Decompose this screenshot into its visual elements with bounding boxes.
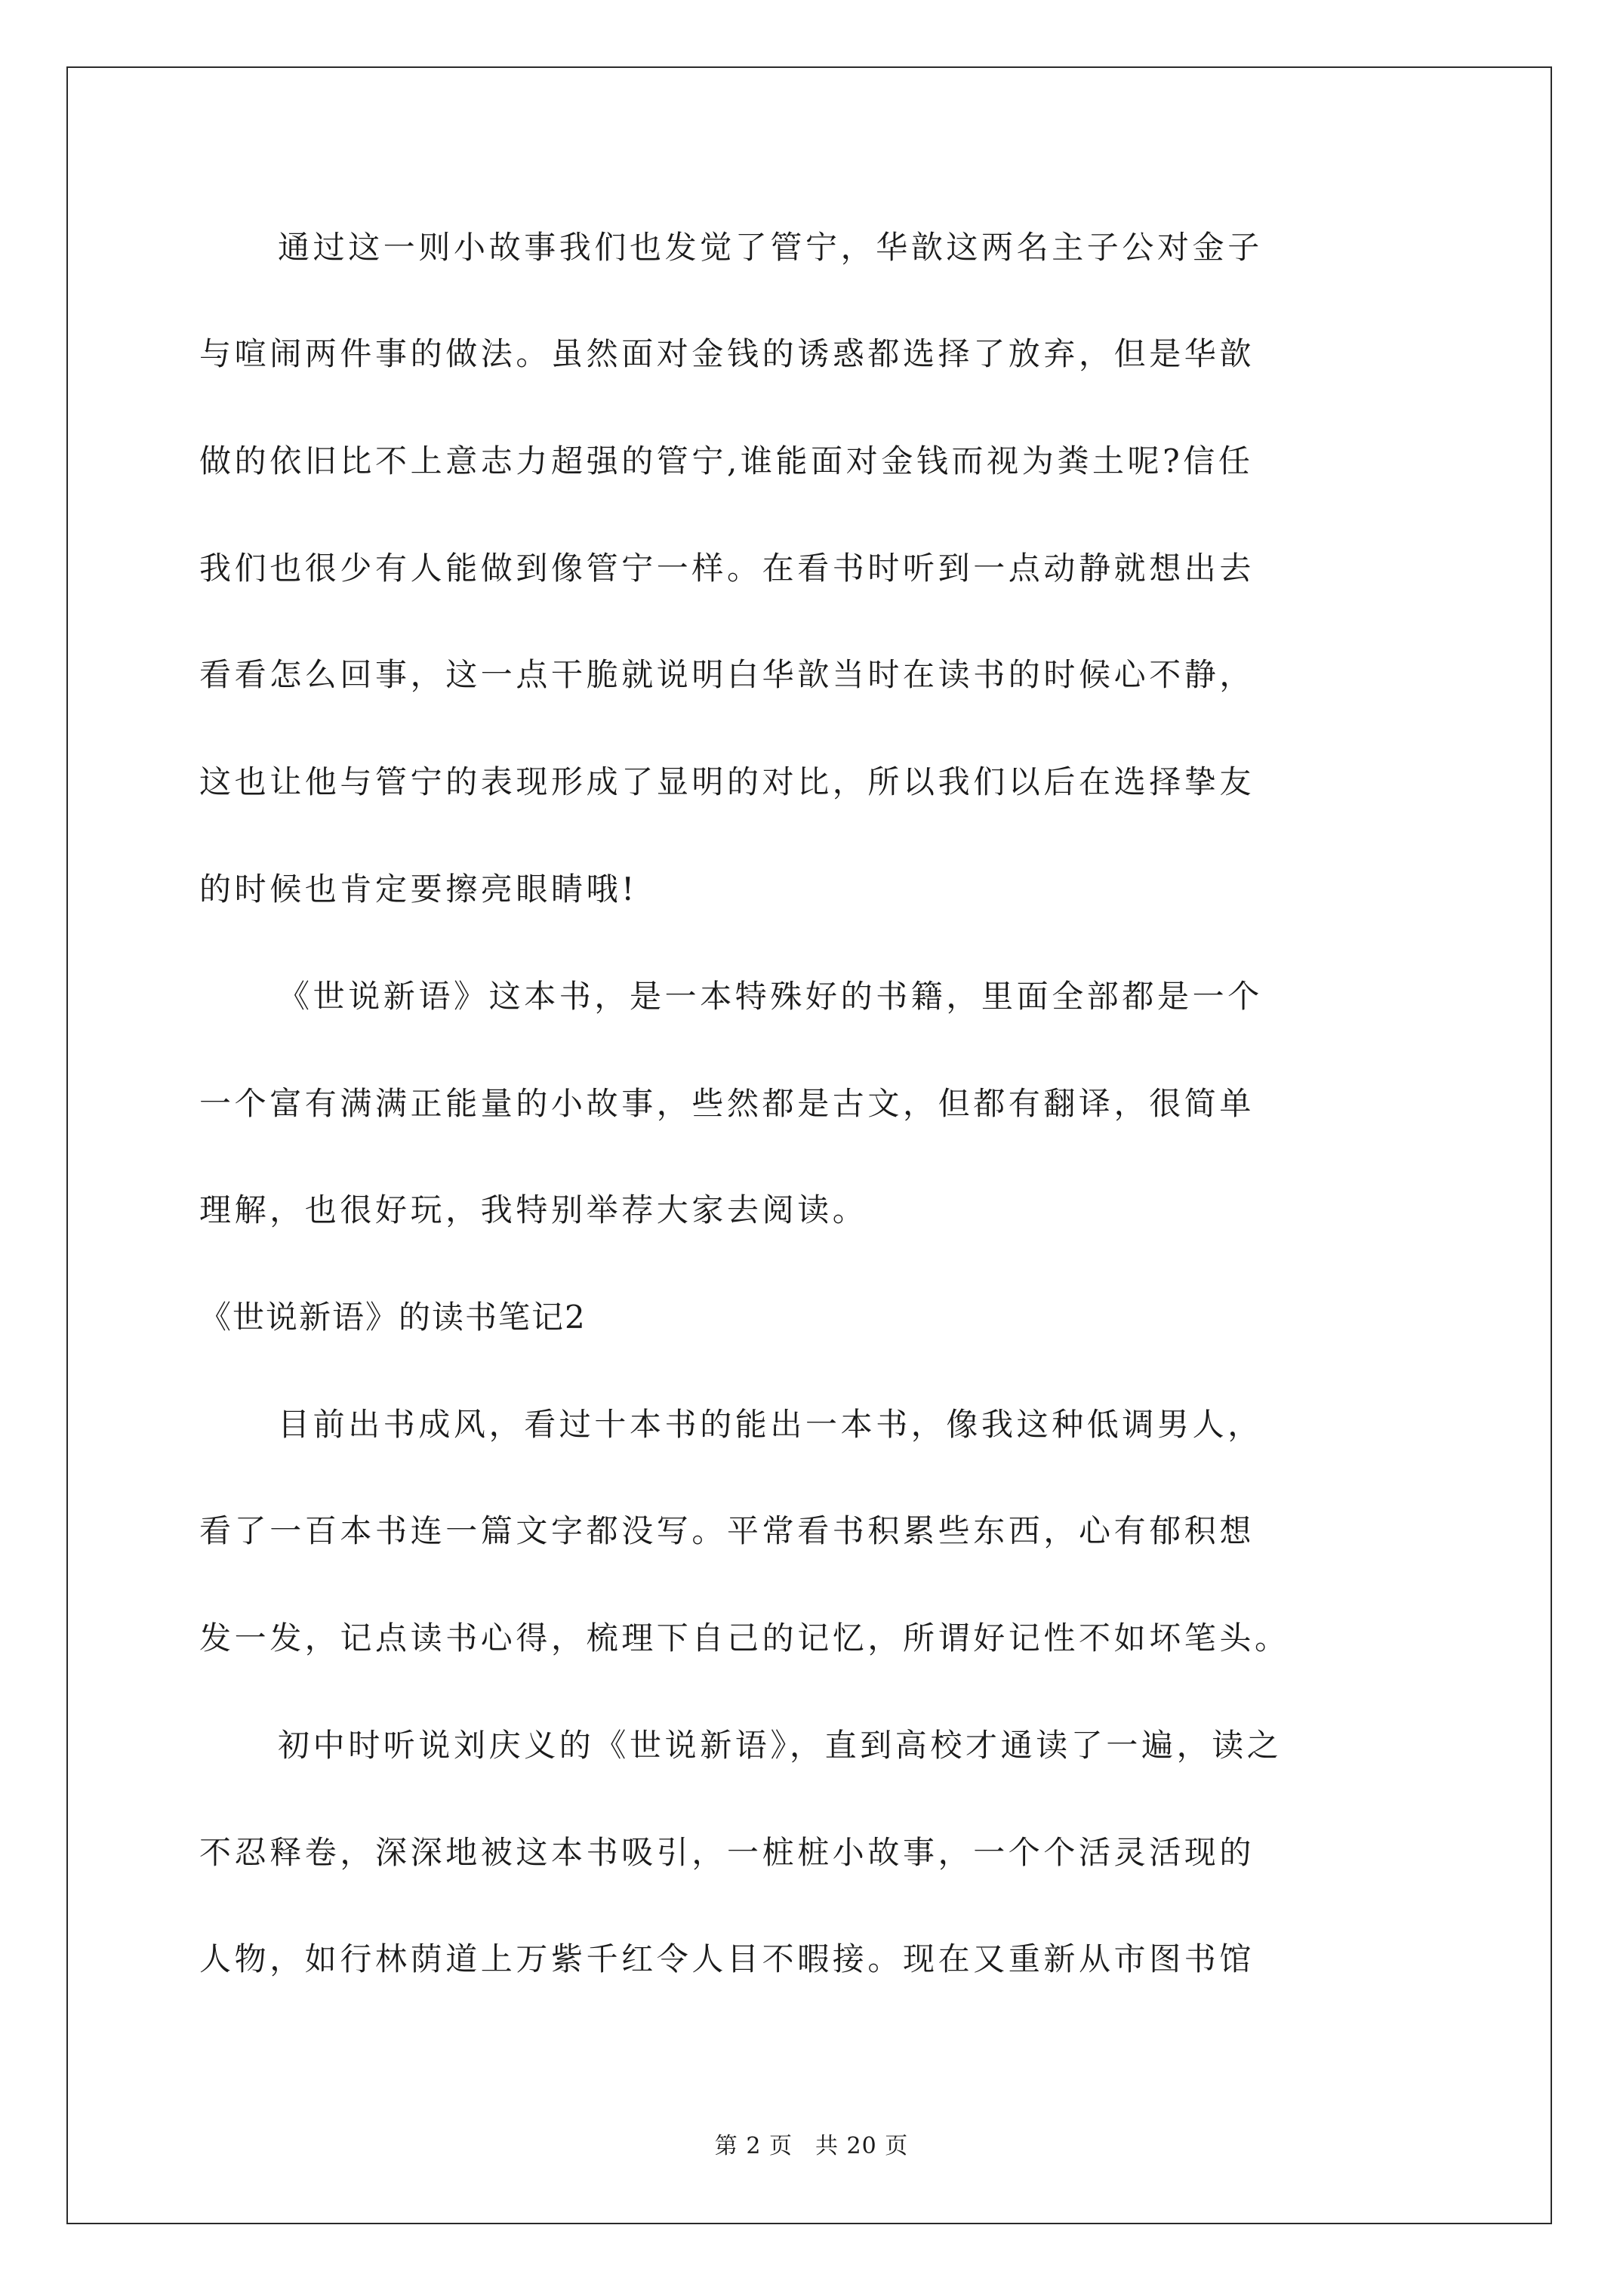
page-number: 第 2 页 — [714, 2133, 793, 2159]
paragraph-2-line-2: 一个富有满满正能量的小故事，些然都是古文，但都有翻译，很简单 — [199, 1085, 1255, 1122]
paragraph-1-line-6: 这也让他与管宁的表现形成了显明的对比，所以我们以后在选择挚友 — [199, 763, 1255, 800]
page-border — [66, 66, 1552, 2224]
paragraph-4-line-2: 不忍释卷，深深地被这本书吸引，一桩桩小故事，一个个活灵活现的 — [199, 1834, 1255, 1871]
paragraph-4-line-3: 人物，如行林荫道上万紫千红令人目不暇接。现在又重新从市图书馆 — [199, 1940, 1255, 1977]
paragraph-3-line-3: 发一发，记点读书心得，梳理下自己的记忆，所谓好记性不如坏笔头。 — [199, 1620, 1290, 1657]
paragraph-4-line-1: 初中时听说刘庆义的《世说新语》，直到高校才通读了一遍，读之 — [278, 1727, 1283, 1764]
page-footer — [0, 2131, 1623, 2162]
section-heading: 《世说新语》的读书笔记2 — [199, 1299, 587, 1336]
paragraph-1-line-2: 与喧闹两件事的做法。虽然面对金钱的诱惑都选择了放弃，但是华歆 — [199, 335, 1255, 372]
paragraph-1-line-1: 通过这一则小故事我们也发觉了管宁，华歆这两名主子公对金子 — [278, 229, 1263, 266]
paragraph-1-line-4: 我们也很少有人能做到像管宁一样。在看书时听到一点动静就想出去 — [199, 550, 1255, 587]
paragraph-2-line-1: 《世说新语》这本书，是一本特殊好的书籍，里面全部都是一个 — [278, 978, 1263, 1015]
paragraph-2-line-3: 理解，也很好玩，我特别举荐大家去阅读。 — [199, 1191, 868, 1228]
paragraph-3-line-2: 看了一百本书连一篇文字都没写。平常看书积累些东西，心有郁积想 — [199, 1512, 1255, 1549]
paragraph-1-line-5: 看看怎么回事，这一点干脆就说明白华歆当时在读书的时候心不静， — [199, 656, 1255, 693]
page-total: 共 20 页 — [815, 2133, 909, 2159]
paragraph-3-line-1: 目前出书成风，看过十本书的能出一本书，像我这种低调男人， — [278, 1406, 1263, 1443]
paragraph-1-line-3: 做的依旧比不上意志力超强的管宁,谁能面对金钱而视为粪土呢?信任 — [199, 442, 1254, 479]
paragraph-1-line-7: 的时候也肯定要擦亮眼睛哦! — [199, 871, 638, 908]
